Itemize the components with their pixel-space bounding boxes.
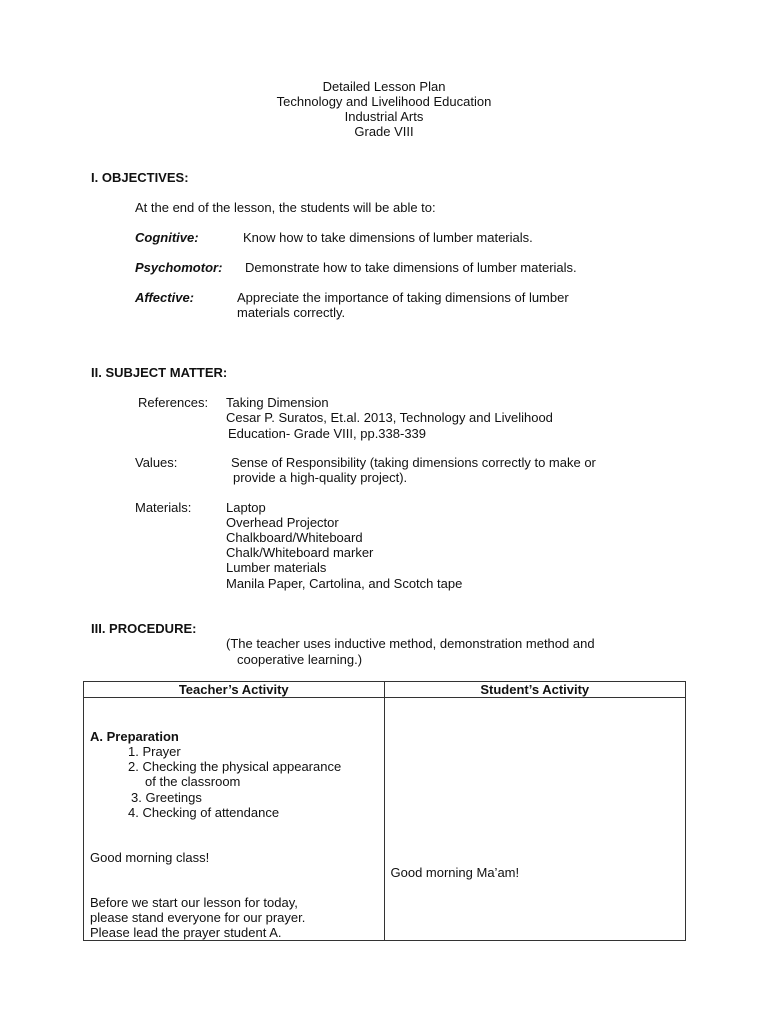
references-label: References: xyxy=(138,395,209,410)
affective-text-line2: materials correctly. xyxy=(237,305,346,320)
material-item: Manila Paper, Cartolina, and Scotch tape xyxy=(226,576,463,591)
lesson-plan-title: Detailed Lesson Plan xyxy=(322,79,446,94)
values-text-line1: Sense of Responsibility (taking dimensions correctly to make or xyxy=(231,455,596,470)
values-label: Values: xyxy=(135,455,178,470)
student-activity-cell xyxy=(384,698,686,941)
table-row xyxy=(84,698,686,941)
subject-title: Technology and Livelihood Education xyxy=(276,94,492,109)
teacher-activity-cell xyxy=(84,698,385,941)
preparation-step: 4. Checking of attendance xyxy=(128,805,280,820)
material-item: Laptop xyxy=(226,500,266,515)
table-header-row xyxy=(84,682,686,698)
procedure-table xyxy=(83,681,686,941)
course-title: Industrial Arts xyxy=(344,109,424,124)
objectives-intro: At the end of the lesson, the students will be able to: xyxy=(135,200,436,215)
teacher-prayer-line: Before we start our lesson for today, xyxy=(90,895,298,910)
preparation-step-continued: of the classroom xyxy=(145,774,241,789)
procedure-note-line1: (The teacher uses inductive method, demonstration method and xyxy=(226,636,595,651)
values-text-line2: provide a high-quality project). xyxy=(233,470,408,485)
references-topic: Taking Dimension xyxy=(226,395,329,410)
procedure-heading: III. PROCEDURE: xyxy=(91,621,197,636)
materials-label: Materials: xyxy=(135,500,192,515)
psychomotor-text: Demonstrate how to take dimensions of lumber materials. xyxy=(245,260,577,275)
material-item: Lumber materials xyxy=(226,560,327,575)
references-citation-line1: Cesar P. Suratos, Et.al. 2013, Technology and Livelihood xyxy=(226,410,553,425)
objectives-heading: I. OBJECTIVES: xyxy=(91,170,189,185)
procedure-note-line2: cooperative learning.) xyxy=(237,652,363,667)
preparation-step: 3. Greetings xyxy=(131,790,202,805)
affective-text-line1: Appreciate the importance of taking dimensions of lumber xyxy=(237,290,569,305)
references-citation-line2: Education- Grade VIII, pp.338-339 xyxy=(228,426,427,441)
cognitive-label: Cognitive: xyxy=(135,230,199,245)
material-item: Chalk/Whiteboard marker xyxy=(226,545,374,560)
psychomotor-label: Psychomotor: xyxy=(135,260,223,275)
teacher-prayer-line: Please lead the prayer student A. xyxy=(90,925,282,940)
cognitive-text: Know how to take dimensions of lumber materials. xyxy=(243,230,533,245)
document-header xyxy=(0,79,768,139)
teacher-greeting: Good morning class! xyxy=(90,850,210,865)
teacher-activity-header: Teacher’s Activity xyxy=(84,682,385,698)
student-greeting: Good morning Ma’am! xyxy=(390,865,520,880)
preparation-heading: A. Preparation xyxy=(90,729,179,744)
affective-label: Affective: xyxy=(135,290,195,305)
material-item: Chalkboard/Whiteboard xyxy=(226,530,363,545)
student-activity-header: Student’s Activity xyxy=(384,682,686,698)
preparation-step: 1. Prayer xyxy=(128,744,181,759)
subject-matter-heading: II. SUBJECT MATTER: xyxy=(91,365,228,380)
grade-level: Grade VIII xyxy=(354,124,414,139)
material-item: Overhead Projector xyxy=(226,515,339,530)
preparation-step: 2. Checking the physical appearance xyxy=(128,759,342,774)
teacher-prayer-line: please stand everyone for our prayer. xyxy=(90,910,306,925)
